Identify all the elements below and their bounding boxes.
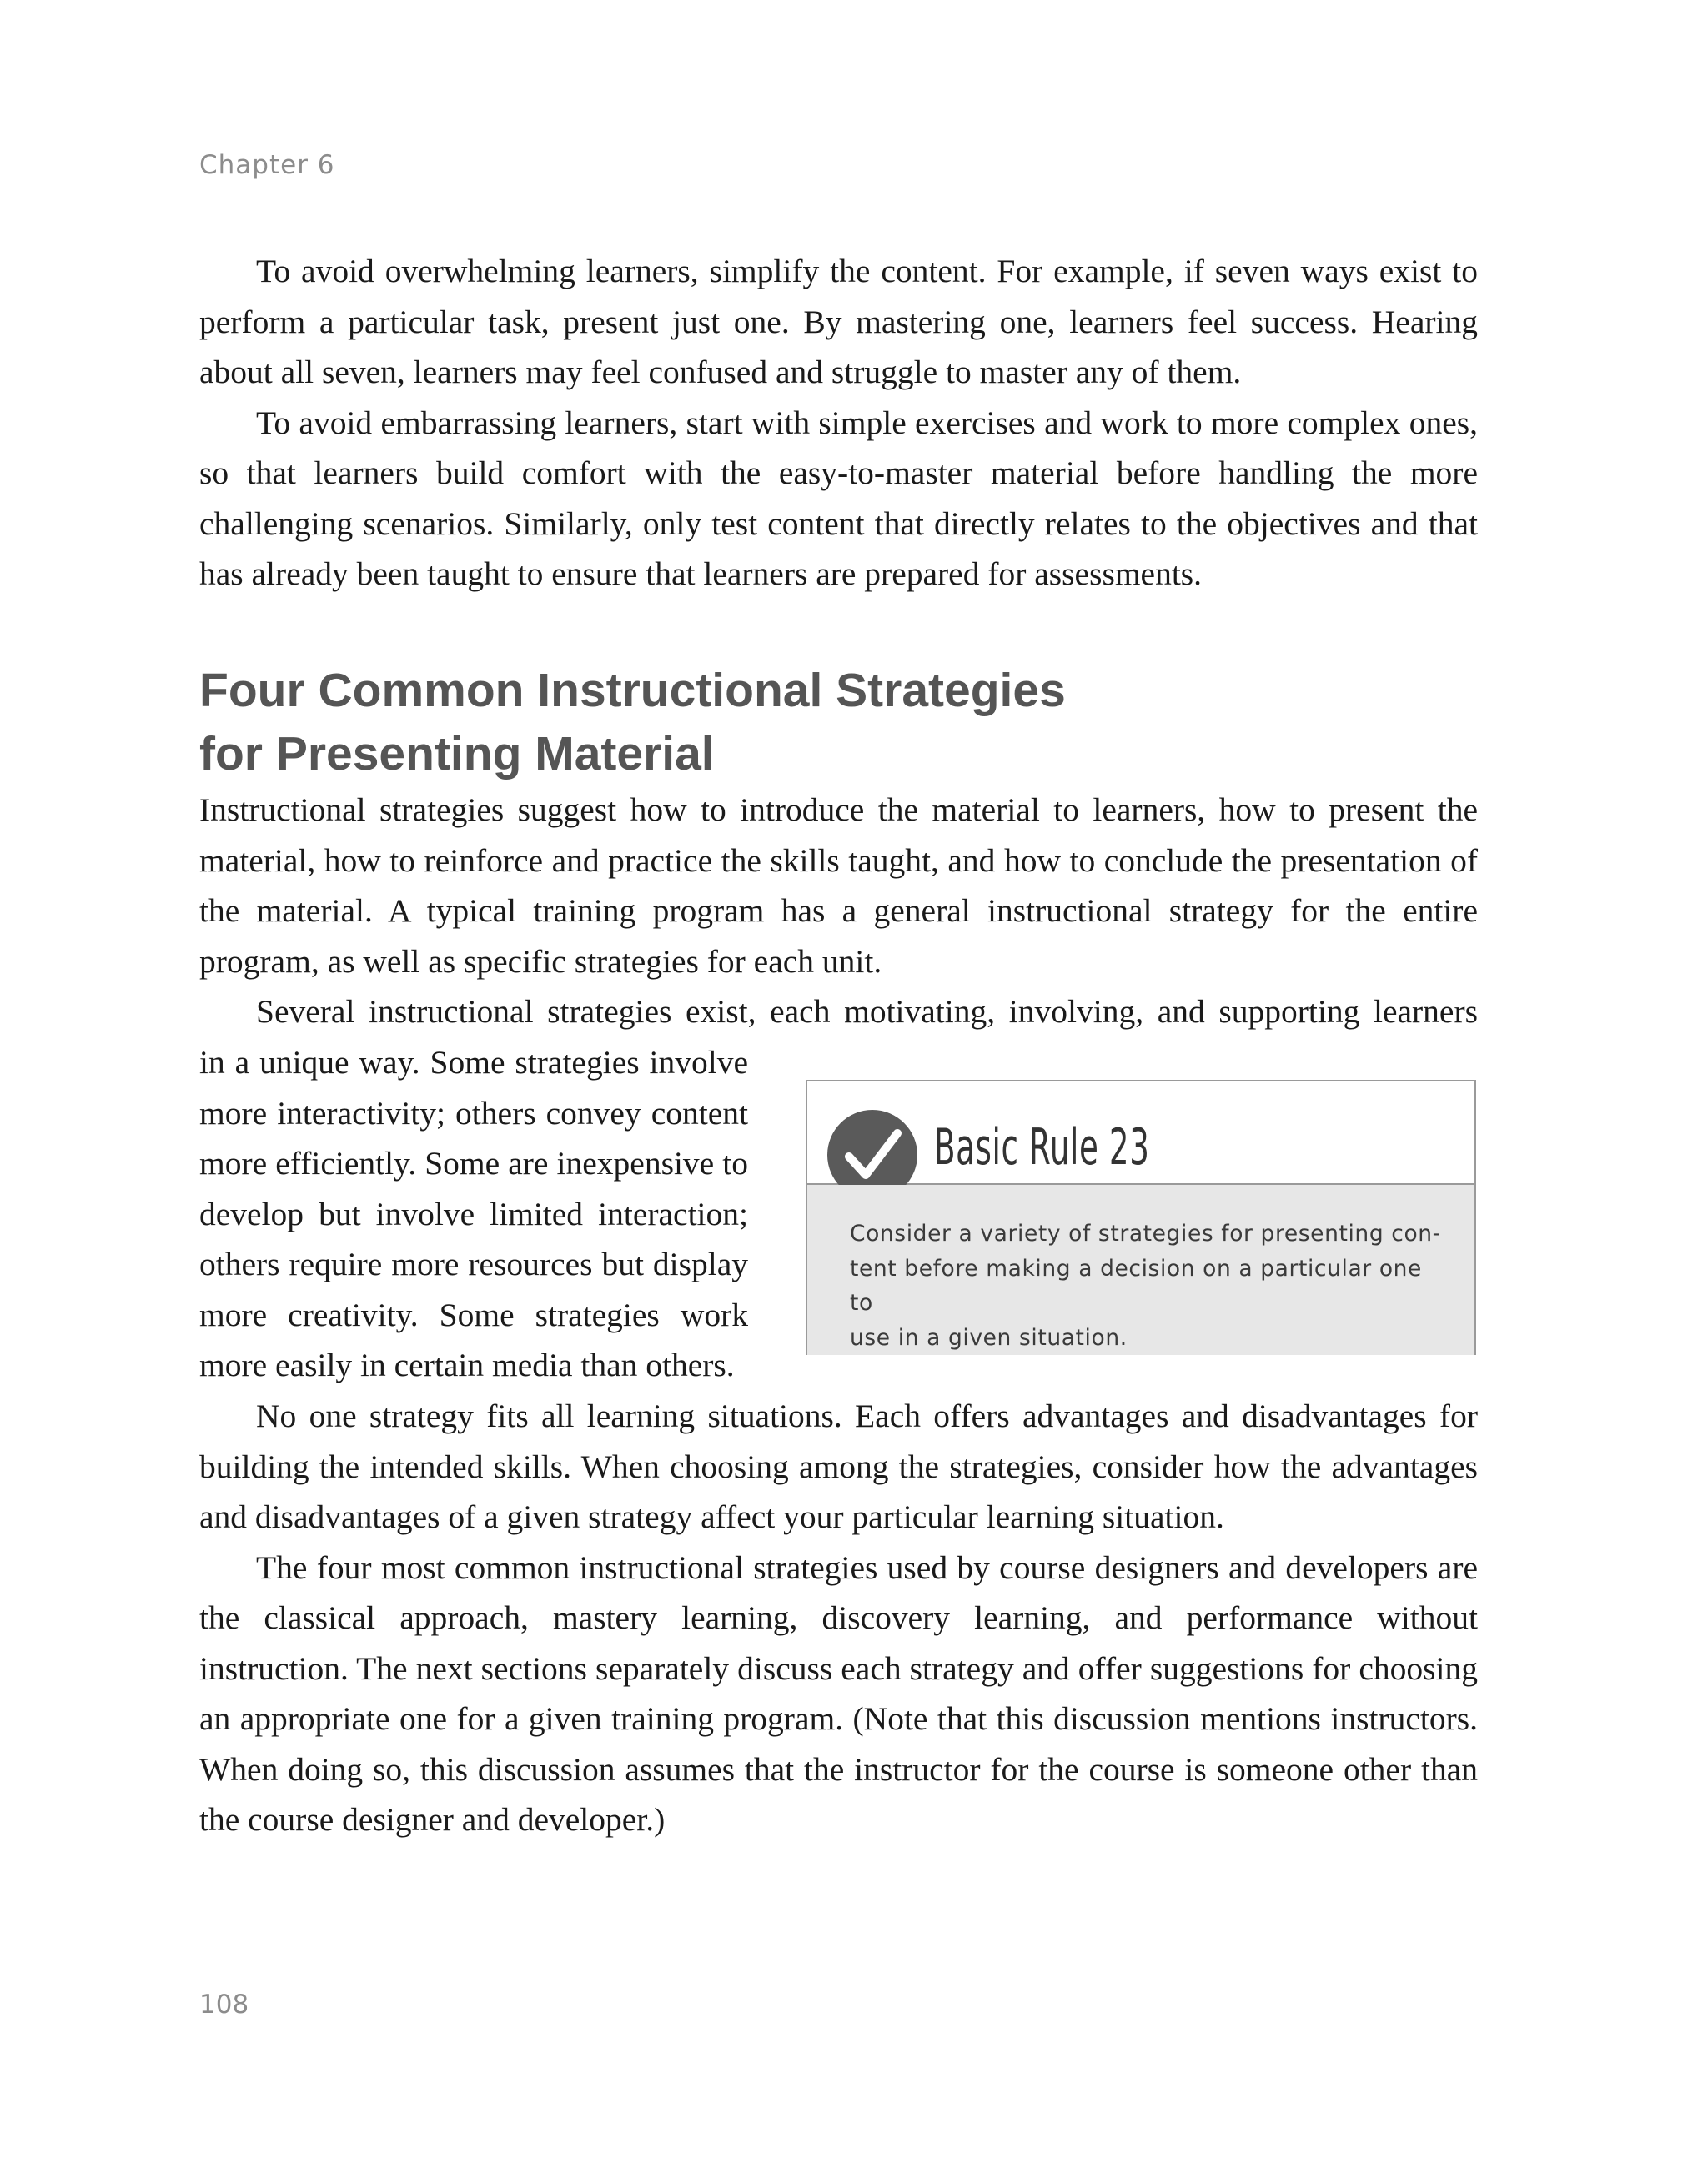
running-head: Chapter 6 [199,150,335,180]
intro-paragraph-2: To avoid embarrassing learners, start with simple exercises and work to more complex ones, so that learners build comfort with the easy-to-master material before handling the more challenging scenarios. Similarly, only test content that directly relates to the objectives and that has already been taught to ensure that learners are prepared for assessments. [199,404,1478,592]
section-paragraph-4: The four most common instructional strategies used by course designers and developers are the classical approach, mastery learning, discovery learning, and performance without instruction. The next sections separately discuss each strategy and offer suggestions for choosing an appropriate one for a given training program. (Note that this discussion mentions instructors. When doing so, this discussion assumes that the instructor for the course is someone other than the course designer and developer.) [199,1548,1478,1838]
intro-paragraph-1: To avoid overwhelming learners, simplify the content. For example, if seven ways exist to perform a particular task, present just one. By mastering one, learners feel success. Hearing about all seven, learners may feel confused and struggle to master any of them. [199,253,1478,390]
section-paragraph-3: No one strategy fits all learning situations. Each offers advantages and disadvantages for building the intended skills. When choosing among the strategies, consider how the advantages and disadvantages of a given strategy affect your particular learning situation. [199,1398,1478,1535]
section-paragraph-2-wrapped: in a unique way. Some strategies involve more interactivity; others convey content more efficiently. Some are inexpensive to develop but involve limited interaction; others require more resources but display more creativity. Some strategies work more easily in certain media than others. [199,1044,748,1383]
basic-rule-callout [806,1080,1476,1355]
section-heading-line-1: Four Common Instructional Strategies [199,664,1066,717]
section-heading-line-2: for Presenting Material [199,727,715,780]
basic-rule-header [807,1082,1474,1185]
intro-text [199,246,1478,600]
section-heading [199,659,1478,785]
section-paragraph-1: Instructional strategies suggest how to introduce the material to learners, how to present the material, how to reinforce and practice the skills taught, and how to conclude the presentation of the material. A typical training program has a general instructional strategy for the entire program, as well as specific strategies for each unit. [199,791,1478,980]
page-number: 108 [199,1990,249,2020]
section-paragraph-2-first-line: Several instructional strategies exist, each motivating, involving, and supporting learners [256,993,1478,1030]
basic-rule-title: Basic Rule 23 [934,1118,1150,1177]
closing-text [199,1391,1478,1845]
section-intro [199,785,1478,1037]
basic-rule-text: Consider a variety of strategies for presenting con- tent before making a decision on a particular one to use in a given situation. [850,1221,1441,1351]
wrapped-text-column [199,1037,748,1391]
basic-rule-body [807,1185,1474,1355]
